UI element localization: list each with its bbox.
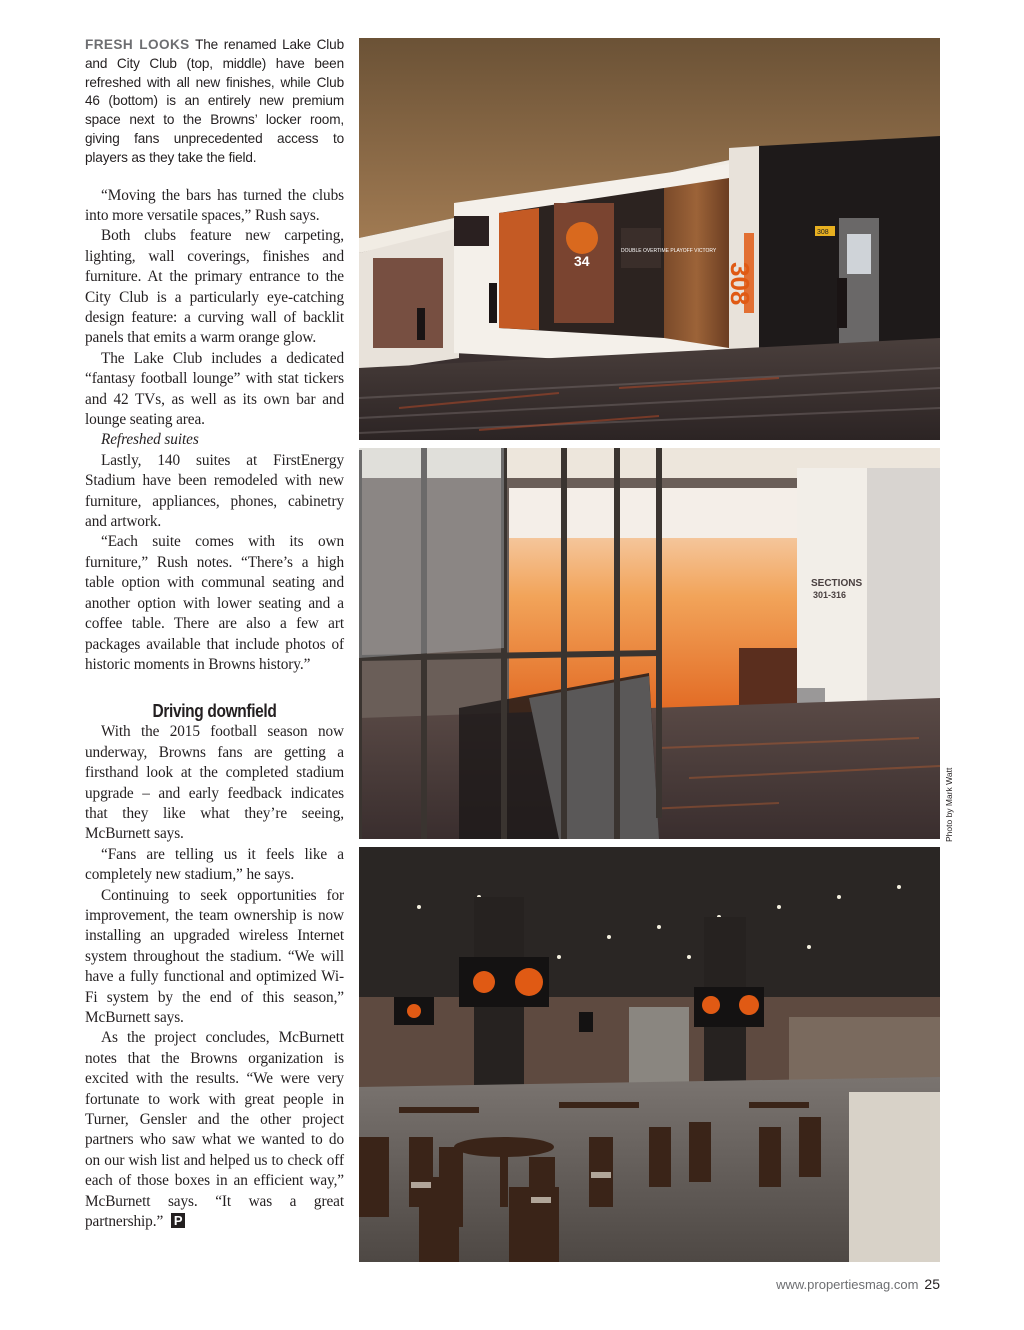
paragraph: “Fans are telling us it feels like a completely new stadium,” he says. xyxy=(85,845,344,884)
paragraph: With the 2015 football season now underway, Browns fans are getting a firsthand look at the completed stadium upgrade – and early feedback indicates that they like what they’re seeing, McBurnett says. xyxy=(85,723,344,843)
photo-club-46 xyxy=(359,847,940,1262)
paragraph: The Lake Club includes a dedicated “fantasy football lounge” with stat tickers and 42 TVs, as well as its own bar and lounge seating area. xyxy=(85,349,344,429)
subhead: Refreshed suites xyxy=(101,431,199,449)
jersey-number: 34 xyxy=(574,253,590,269)
paragraph: Lastly, 140 suites at FirstEnergy Stadium have been remodeled with new furniture, appliances, phones, cabinetry and artwork. xyxy=(85,451,344,531)
mural-title: DOUBLE OVERTIME PLAYOFF VICTORY xyxy=(621,248,717,254)
photo-lake-club-image xyxy=(359,38,940,440)
paragraph: “Each suite comes with its own furniture,” Rush notes. “There’s a high table option with communal seating and another option with lower seating and a coffee table. There are also a few art packages available that include photos of historic moments in Browns history.” xyxy=(85,533,344,673)
sign-308: 308 xyxy=(725,262,755,306)
photo-city-club-image xyxy=(359,448,940,839)
photo-club-46-image xyxy=(359,847,940,1262)
article-body xyxy=(85,186,344,1233)
page-footer xyxy=(776,1276,940,1292)
door-sign: 308 xyxy=(817,229,829,236)
caption-text: The renamed Lake Club and City Club (top, middle) have been refreshed with all new finishes, while Club 46 (bottom) is an entirely new premium space next to the Browns’ locker room, giving fans unprecedented access to players as they take the field. xyxy=(85,37,344,165)
photo-credit: Photo by Mark Watt xyxy=(944,767,954,842)
paragraph: Continuing to seek opportunities for improvement, the team ownership is now installing an upgraded wireless Internet system throughout the stadium. “We will have a fully functional and optimized Wi-Fi system by the end of this season,” McBurnett says. xyxy=(85,886,344,1027)
article-column xyxy=(85,36,344,1232)
footer-url: www.propertiesmag.com xyxy=(776,1277,919,1292)
paragraph: “Moving the bars has turned the clubs into more versatile spaces,” Rush says. xyxy=(85,186,344,224)
caption-lead: FRESH LOOKS xyxy=(85,37,190,52)
photo-caption xyxy=(85,36,344,168)
paragraph-text: As the project concludes, McBurnett notes that the Browns organization is excited with the results. “We were very fortunate to work with great people in Turner, Gensler and the other project partners who saw what we wanted to do on our wish list and helped us to check off each of those boxes in an efficient way,” McBurnett says. “It was a great partnership.” xyxy=(85,1029,344,1231)
section-heading: Driving downfield xyxy=(152,701,277,722)
paragraph xyxy=(85,1028,344,1232)
photo-city-club xyxy=(359,448,940,839)
sections-range: 301-316 xyxy=(813,590,847,600)
photo-lake-club xyxy=(359,38,940,440)
end-mark: P xyxy=(171,1213,185,1228)
sections-label: SECTIONS xyxy=(811,578,863,589)
page-number: 25 xyxy=(924,1276,940,1292)
paragraph: Both clubs feature new carpeting, lighting, wall coverings, finishes and furniture. At the primary entrance to the City Club is a particularly eye-catching design feature: a curving wall of backlit panels that emits a warm orange glow. xyxy=(85,227,344,347)
